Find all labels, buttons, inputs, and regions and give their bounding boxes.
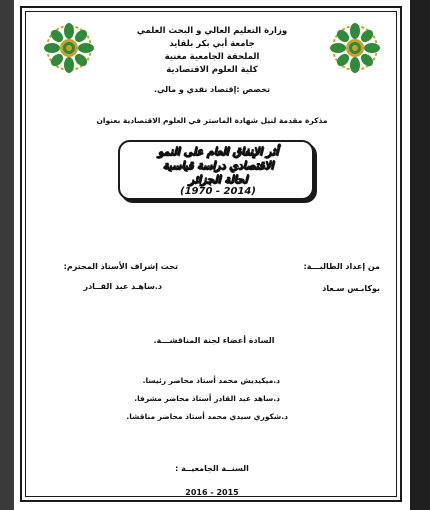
academic-year-label: السنــة الجامعيــة : — [175, 464, 249, 473]
ministry-name: وزارة التعليم العالي و البحث العلمي — [136, 26, 288, 36]
thesis-title-box — [118, 140, 314, 200]
student-label: من إعداد الطالبـــة: — [303, 262, 380, 271]
academic-year-value: 2016 - 2015 — [185, 488, 239, 497]
page-border-frame — [20, 6, 402, 502]
annex-name: الملحقة الجامعية مغنية — [164, 52, 260, 62]
student-name: بوكابـس سـعاد — [322, 284, 380, 293]
committee-member: د.ميكيديش محمد أستاذ محاضر رئيسا. — [142, 376, 280, 385]
supervisor-name: د.ساهـد عبد القــادر — [83, 282, 162, 291]
title-line-3: لحالة الجزائر — [188, 173, 248, 186]
title-line-2: الاقتصادي دراسة قياسية — [162, 159, 274, 172]
viewer-scrollbar[interactable] — [410, 0, 430, 510]
university-name: جامعة أبي بكر بلقايد — [169, 39, 255, 49]
document-page — [14, 0, 410, 510]
committee-heading: السادة أعضاء لجنة المناقشـــة. — [153, 336, 275, 345]
specialty: تخصص :إقتصاد نقدي و مالي. — [154, 85, 270, 94]
title-years: (1970 - 2014) — [180, 186, 256, 197]
memo-intro: مذكرة مقدمة لنيل شهادة الماستر في العلوم الاقتصادية بعنوان — [96, 116, 328, 125]
university-emblem-icon — [40, 20, 98, 76]
committee-member: د.شكوري سيدي محمد أستاذ محاضر مناقشا. — [126, 412, 288, 421]
title-line-1: أثر الإنفاق العام على النمو — [157, 145, 279, 158]
university-emblem-icon — [326, 20, 384, 76]
faculty-name: كلية العلوم الاقتصادية — [166, 65, 258, 75]
committee-member: د.ساهد عبد القادر أستاذ محاضر مشرفا. — [134, 394, 280, 403]
supervisor-label: تحت إشراف الأستاذ المحترم: — [63, 262, 178, 271]
viewer-left-bar — [0, 0, 14, 510]
